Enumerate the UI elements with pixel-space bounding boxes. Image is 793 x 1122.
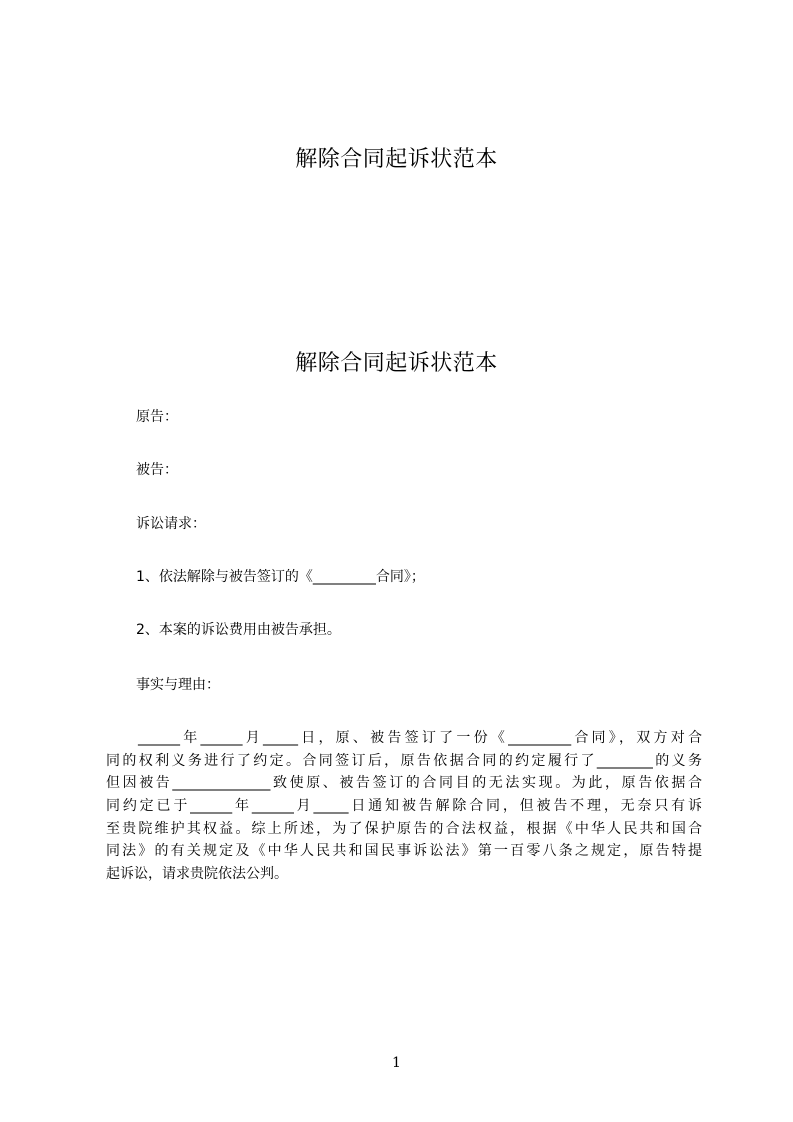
facts-line: 同约定已于______年______月_____日通知被告解除合同，但被告不理，无奈只有诉 (106, 798, 702, 815)
document-heading: 解除合同起诉状范本 (295, 351, 498, 376)
facts-line: 起诉讼，请求贵院依法公判。 (106, 866, 288, 883)
claim-item-1: 1、依法解除与被告签订的《_________合同》； (136, 569, 425, 585)
claim-item-2: 2、本案的诉讼费用由被告承担。 (136, 622, 341, 638)
facts-paragraph (106, 727, 702, 886)
facts-line: ______年______月_____日，原、被告签订了一份《_________合同》，双方对合 (138, 730, 702, 746)
page-number: 1 (392, 1055, 401, 1071)
defendant-label: 被告： (136, 462, 178, 478)
cover-title: 解除合同起诉状范本 (295, 147, 498, 172)
plaintiff-label: 原告： (136, 409, 178, 425)
facts-line: 同的权利义务进行了约定。合同签订后，原告依据合同的约定履行了________的义务 (106, 752, 702, 769)
claims-heading: 诉讼请求： (136, 516, 206, 532)
facts-heading: 事实与理由： (136, 677, 220, 693)
facts-line: 但因被告______________致使原、被告签订的合同目的无法实现。为此，原告依据合 (106, 775, 702, 792)
facts-line: 至贵院维护其权益。综上所述，为了保护原告的合法权益，根据《中华人民共和国合 (106, 820, 702, 837)
facts-line: 同法》的有关规定及《中华人民共和国民事诉讼法》第一百零八条之规定，原告特提 (106, 843, 702, 860)
